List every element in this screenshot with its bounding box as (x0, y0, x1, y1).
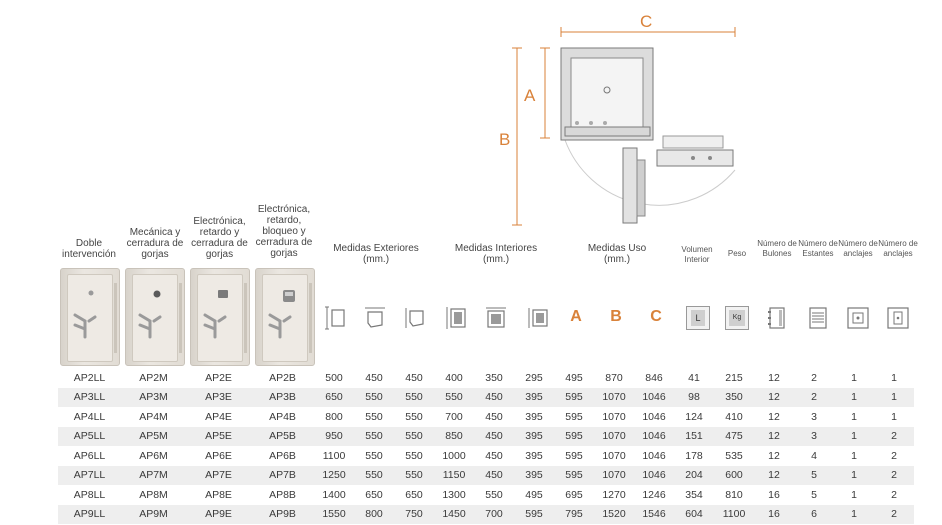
safe-dimension-diagram (495, 10, 755, 235)
cell-model-ll: AP7LL (58, 466, 121, 486)
table-row (58, 505, 914, 525)
cell-model-b: AP5B (251, 427, 314, 447)
table-row (58, 407, 914, 427)
cell-peso: 410 (714, 407, 754, 427)
cell-model-ll: AP2LL (58, 368, 121, 388)
cell-uso-c: 1246 (634, 485, 674, 505)
uso-letter-a: A (570, 308, 582, 325)
cell-anclajes-2: 2 (874, 485, 914, 505)
cell-anclajes-2: 1 (874, 368, 914, 388)
cell-ext-c: 450 (394, 368, 434, 388)
cell-int-a: 400 (434, 368, 474, 388)
table-row (58, 485, 914, 505)
cell-model-ll: AP8LL (58, 485, 121, 505)
diagram-label-c: C (640, 12, 653, 31)
cell-uso-b: 1520 (594, 505, 634, 525)
cell-int-a: 1150 (434, 466, 474, 486)
peso-icon (725, 306, 749, 330)
cell-anclajes-1: 1 (834, 407, 874, 427)
cell-uso-c: 846 (634, 368, 674, 388)
header-anclajes-1: Número de anclajes (838, 239, 878, 258)
cell-volumen: 151 (674, 427, 714, 447)
cell-anclajes-2: 2 (874, 466, 914, 486)
cell-model-b: AP9B (251, 505, 314, 525)
cell-anclajes-2: 2 (874, 505, 914, 525)
bulones-icon (765, 306, 789, 330)
table-row (58, 466, 914, 486)
header-electronica-bloqueo: Electrónica, retardo, bloqueo y cerradura de gorjas (255, 204, 313, 259)
cell-ext-c: 650 (394, 485, 434, 505)
header-medidas-interiores: Medidas Interiores (mm.) (454, 243, 538, 265)
cell-ext-a: 950 (314, 427, 354, 447)
cell-uso-a: 795 (554, 505, 594, 525)
peso-icon-label: Kg (729, 310, 745, 326)
cell-model-ll: AP9LL (58, 505, 121, 525)
cell-ext-a: 800 (314, 407, 354, 427)
header-electronica-retardo: Electrónica, retardo y cerradura de gorjas (191, 216, 248, 260)
cell-estantes: 3 (794, 427, 834, 447)
safe-photo-mecanica (125, 268, 185, 366)
cell-model-e: AP5E (186, 427, 251, 447)
cell-uso-c: 1046 (634, 446, 674, 466)
cell-bulones: 12 (754, 427, 794, 447)
cell-anclajes-1: 1 (834, 446, 874, 466)
cell-estantes: 5 (794, 485, 834, 505)
cell-ext-a: 1400 (314, 485, 354, 505)
cell-model-e: AP3E (186, 388, 251, 408)
cell-ext-b: 550 (354, 388, 394, 408)
safe-photo-electronica-bloqueo (255, 268, 315, 366)
cell-int-c: 595 (514, 505, 554, 525)
cell-uso-a: 595 (554, 407, 594, 427)
cell-uso-a: 595 (554, 466, 594, 486)
cell-model-e: AP7E (186, 466, 251, 486)
cell-model-m: AP4M (121, 407, 186, 427)
cell-model-e: AP6E (186, 446, 251, 466)
table-row (58, 427, 914, 447)
cell-anclajes-1: 1 (834, 485, 874, 505)
cell-peso: 350 (714, 388, 754, 408)
cell-anclajes-1: 1 (834, 388, 874, 408)
cell-ext-c: 550 (394, 466, 434, 486)
cell-ext-b: 550 (354, 446, 394, 466)
header-peso: Peso (727, 249, 747, 258)
cell-model-e: AP2E (186, 368, 251, 388)
cell-peso: 535 (714, 446, 754, 466)
cell-model-ll: AP3LL (58, 388, 121, 408)
cell-estantes: 2 (794, 388, 834, 408)
cell-ext-c: 550 (394, 427, 434, 447)
cell-int-c: 495 (514, 485, 554, 505)
header-doble-intervencion: Doble intervención (62, 238, 116, 260)
cell-estantes: 5 (794, 466, 834, 486)
volumen-icon-label: L (691, 310, 705, 326)
table-row (58, 388, 914, 408)
anclajes-floor-icon (846, 306, 870, 330)
cell-anclajes-1: 1 (834, 427, 874, 447)
exterior-depth-icon (403, 306, 427, 330)
cell-bulones: 16 (754, 505, 794, 525)
cell-anclajes-1: 1 (834, 368, 874, 388)
cell-ext-c: 550 (394, 446, 434, 466)
cell-model-e: AP9E (186, 505, 251, 525)
cell-anclajes-2: 2 (874, 446, 914, 466)
cell-model-ll: AP6LL (58, 446, 121, 466)
cell-int-a: 1450 (434, 505, 474, 525)
cell-int-b: 450 (474, 407, 514, 427)
cell-uso-b: 1070 (594, 388, 634, 408)
cell-peso: 475 (714, 427, 754, 447)
cell-model-e: AP8E (186, 485, 251, 505)
anclajes-wall-icon (886, 306, 910, 330)
volumen-icon (686, 306, 710, 330)
cell-int-a: 1300 (434, 485, 474, 505)
exterior-width-icon (363, 306, 387, 330)
cell-uso-b: 870 (594, 368, 634, 388)
cell-bulones: 12 (754, 466, 794, 486)
cell-uso-a: 595 (554, 446, 594, 466)
header-mecanica: Mecánica y cerradura de gorjas (126, 227, 184, 260)
table-row (58, 368, 914, 388)
cell-anclajes-1: 1 (834, 466, 874, 486)
cell-anclajes-2: 1 (874, 388, 914, 408)
cell-ext-a: 1250 (314, 466, 354, 486)
cell-model-ll: AP5LL (58, 427, 121, 447)
interior-height-icon (444, 306, 468, 330)
cell-estantes: 6 (794, 505, 834, 525)
cell-ext-c: 750 (394, 505, 434, 525)
header-bulones: Número de Bulones (757, 239, 797, 258)
cell-estantes: 3 (794, 407, 834, 427)
cell-int-b: 450 (474, 388, 514, 408)
header-anclajes-2: Número de anclajes (878, 239, 918, 258)
cell-model-m: AP5M (121, 427, 186, 447)
cell-bulones: 16 (754, 485, 794, 505)
cell-model-m: AP6M (121, 446, 186, 466)
interior-width-icon (484, 306, 508, 330)
cell-bulones: 12 (754, 446, 794, 466)
safe-photo-electronica (190, 268, 250, 366)
cell-ext-a: 1550 (314, 505, 354, 525)
cell-uso-a: 595 (554, 427, 594, 447)
cell-int-c: 295 (514, 368, 554, 388)
cell-estantes: 2 (794, 368, 834, 388)
header-medidas-exteriores: Medidas Exteriores (mm.) (333, 243, 419, 265)
cell-uso-b: 1070 (594, 446, 634, 466)
cell-model-m: AP8M (121, 485, 186, 505)
cell-model-m: AP9M (121, 505, 186, 525)
cell-anclajes-2: 2 (874, 427, 914, 447)
cell-model-ll: AP4LL (58, 407, 121, 427)
safe-photo-doble-intervencion (60, 268, 120, 366)
cell-ext-b: 450 (354, 368, 394, 388)
cell-int-b: 450 (474, 466, 514, 486)
cell-peso: 810 (714, 485, 754, 505)
cell-volumen: 178 (674, 446, 714, 466)
cell-uso-c: 1046 (634, 466, 674, 486)
uso-letter-b: B (610, 308, 622, 325)
cell-uso-b: 1070 (594, 427, 634, 447)
cell-peso: 1100 (714, 505, 754, 525)
table-row (58, 446, 914, 466)
cell-volumen: 604 (674, 505, 714, 525)
cell-model-b: AP4B (251, 407, 314, 427)
cell-ext-b: 550 (354, 466, 394, 486)
cell-model-m: AP2M (121, 368, 186, 388)
cell-bulones: 12 (754, 388, 794, 408)
cell-int-c: 395 (514, 388, 554, 408)
cell-int-c: 395 (514, 427, 554, 447)
cell-volumen: 354 (674, 485, 714, 505)
diagram-label-a: A (524, 86, 536, 105)
cell-model-b: AP7B (251, 466, 314, 486)
cell-bulones: 12 (754, 368, 794, 388)
cell-int-a: 1000 (434, 446, 474, 466)
cell-ext-a: 500 (314, 368, 354, 388)
cell-anclajes-1: 1 (834, 505, 874, 525)
cell-ext-b: 550 (354, 427, 394, 447)
cell-uso-c: 1046 (634, 427, 674, 447)
cell-bulones: 12 (754, 407, 794, 427)
cell-uso-b: 1070 (594, 407, 634, 427)
cell-peso: 215 (714, 368, 754, 388)
cell-model-b: AP6B (251, 446, 314, 466)
cell-int-a: 850 (434, 427, 474, 447)
cell-uso-b: 1070 (594, 466, 634, 486)
cell-model-b: AP8B (251, 485, 314, 505)
exterior-height-icon (324, 306, 348, 330)
cell-ext-b: 800 (354, 505, 394, 525)
cell-model-b: AP3B (251, 388, 314, 408)
cell-int-b: 450 (474, 427, 514, 447)
cell-int-c: 395 (514, 466, 554, 486)
cell-volumen: 204 (674, 466, 714, 486)
cell-ext-c: 550 (394, 388, 434, 408)
cell-int-c: 395 (514, 407, 554, 427)
cell-volumen: 41 (674, 368, 714, 388)
cell-ext-b: 650 (354, 485, 394, 505)
cell-uso-c: 1046 (634, 388, 674, 408)
header-estantes: Número de Estantes (798, 239, 838, 258)
cell-int-b: 450 (474, 446, 514, 466)
cell-peso: 600 (714, 466, 754, 486)
cell-model-b: AP2B (251, 368, 314, 388)
cell-uso-b: 1270 (594, 485, 634, 505)
cell-int-a: 700 (434, 407, 474, 427)
cell-ext-a: 1100 (314, 446, 354, 466)
diagram-label-b: B (499, 130, 511, 149)
cell-ext-b: 550 (354, 407, 394, 427)
cell-uso-c: 1046 (634, 407, 674, 427)
cell-ext-a: 650 (314, 388, 354, 408)
cell-uso-c: 1546 (634, 505, 674, 525)
cell-model-e: AP4E (186, 407, 251, 427)
cell-int-b: 700 (474, 505, 514, 525)
cell-int-a: 550 (434, 388, 474, 408)
cell-uso-a: 495 (554, 368, 594, 388)
cell-estantes: 4 (794, 446, 834, 466)
header-medidas-uso: Medidas Uso (mm.) (587, 243, 647, 265)
header-volumen: Volumen Interior (681, 245, 713, 264)
cell-anclajes-2: 1 (874, 407, 914, 427)
interior-depth-icon (526, 306, 550, 330)
cell-model-m: AP3M (121, 388, 186, 408)
cell-model-m: AP7M (121, 466, 186, 486)
cell-uso-a: 695 (554, 485, 594, 505)
uso-letter-c: C (650, 308, 662, 325)
cell-uso-a: 595 (554, 388, 594, 408)
cell-volumen: 124 (674, 407, 714, 427)
cell-int-c: 395 (514, 446, 554, 466)
cell-volumen: 98 (674, 388, 714, 408)
estantes-icon (806, 306, 830, 330)
specs-table (58, 368, 914, 524)
cell-ext-c: 550 (394, 407, 434, 427)
cell-int-b: 350 (474, 368, 514, 388)
cell-int-b: 550 (474, 485, 514, 505)
